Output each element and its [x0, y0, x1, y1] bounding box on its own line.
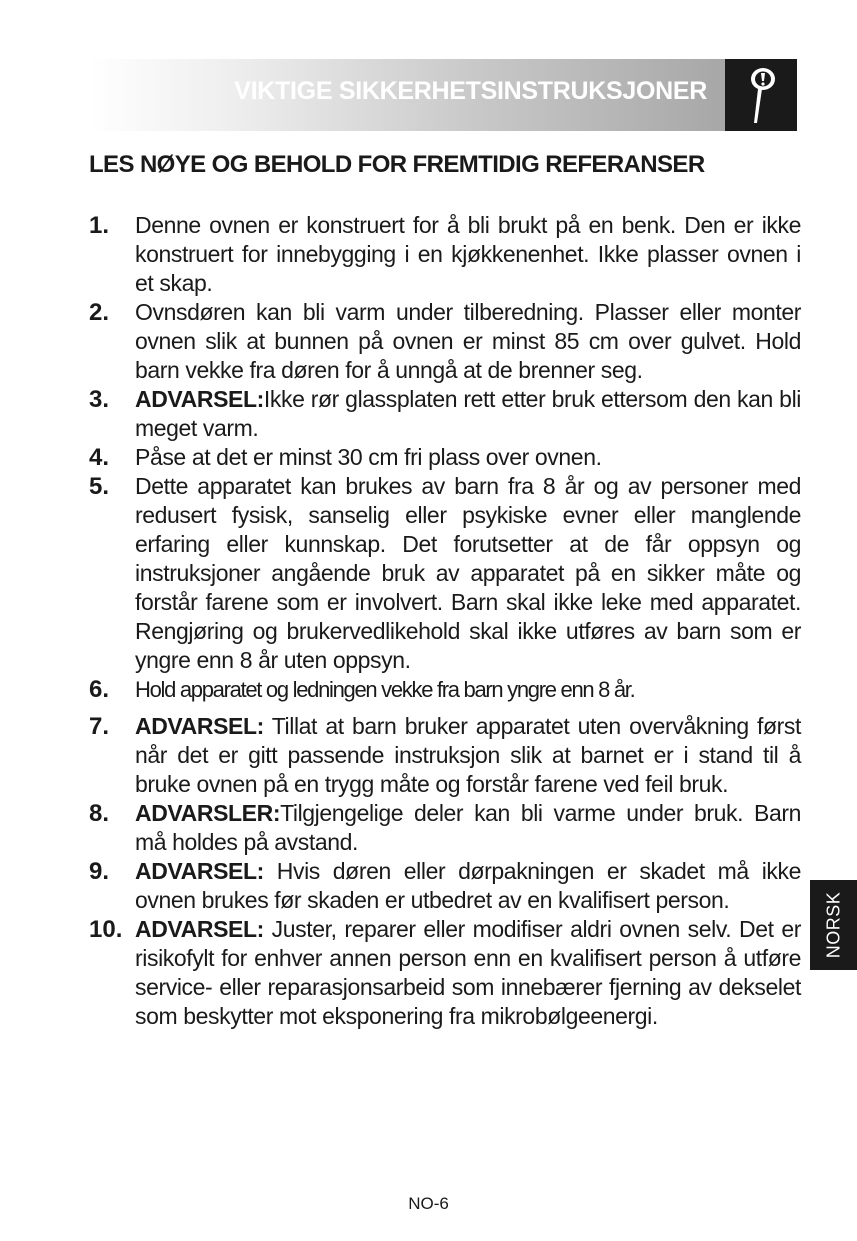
list-item — [89, 298, 801, 385]
item-text: ADVARSEL: Hvis døren eller dørpakningen er skadet må ikke ovnen brukes før skaden er utbedret av en kvalifisert person. — [135, 858, 801, 913]
section-banner — [89, 59, 725, 131]
list-item — [89, 915, 801, 1031]
warning-label: ADVARSEL: — [135, 858, 264, 884]
item-number: 7. — [89, 713, 110, 740]
list-item — [89, 211, 801, 298]
item-text: ADVARSEL:Ikke rør glassplaten rett etter bruk ettersom den kan bli meget varm. — [135, 386, 801, 441]
warning-label: ADVARSLER: — [135, 800, 281, 826]
list-item — [89, 443, 801, 472]
exclamation-spoon-icon — [743, 65, 779, 127]
list-item — [89, 675, 801, 704]
item-text: Denne ovnen er konstruert for å bli brukt på en benk. Den er ikke konstruert for innebygging i en kjøkkenenhet. Ikke plasser ovnen i et skap. — [135, 212, 801, 296]
language-tab-label: NORSK — [823, 891, 843, 959]
page-heading: LES NØYE OG BEHOLD FOR FREMTIDIG REFERANSER — [89, 151, 705, 178]
item-text: ADVARSLER:Tilgjengelige deler kan bli varme under bruk. Barn må holdes på avstand. — [135, 800, 801, 855]
page-number: NO-6 — [408, 1194, 449, 1213]
banner-icon-box — [725, 59, 797, 131]
item-text: ADVARSEL: Tillat at barn bruker apparatet uten overvåkning først når det er gitt passende instruksjon slik at barnet er i stand til å bruke ovnen på en trygg måte og forstår farene ved feil bruk. — [135, 713, 801, 797]
item-text: Påse at det er minst 30 cm fri plass over ovnen. — [135, 444, 602, 470]
item-number: 5. — [89, 473, 110, 500]
item-number: 3. — [89, 386, 110, 413]
item-number: 10. — [89, 916, 123, 943]
item-text: Hold apparatet og ledningen vekke fra barn yngre enn 8 år. — [135, 677, 635, 702]
warning-label: ADVARSEL: — [135, 713, 264, 739]
item-number: 1. — [89, 212, 110, 239]
language-tab — [810, 880, 857, 970]
list-item — [89, 712, 801, 799]
list-item — [89, 857, 801, 915]
list-item — [89, 385, 801, 443]
item-text: Dette apparatet kan brukes av barn fra 8 år og av personer med redusert fysisk, sanselig eller psykiske evner eller manglende erfaring eller kunnskap. Det forutsetter at de får oppsyn og instruksjoner angående bruk av apparatet på en sikker måte og forstår farene som er involvert. Barn skal ikke leke med apparatet. Rengjøring og brukervedlikehold skal ikke utføres av barn som er yngre enn 8 år uten oppsyn. — [135, 473, 801, 673]
item-text: ADVARSEL: Juster, reparer eller modifiser aldri ovnen selv. Det er risikofylt for enhver annen person enn en kvalifisert person å utføre service- eller reparasjonsarbeid som innebærer fjerning av dekselet som beskytter mot eksponering fra mikrobølgeenergi. — [135, 916, 801, 1029]
item-number: 2. — [89, 299, 110, 326]
list-item — [89, 799, 801, 857]
warning-label: ADVARSEL: — [135, 386, 264, 412]
warning-label: ADVARSEL: — [135, 916, 264, 942]
item-text: Ovnsdøren kan bli varm under tilberedning. Plasser eller monter ovnen slik at bunnen på ovnen er minst 85 cm over gulvet. Hold barn vekke fra døren for å unngå at de brenner seg. — [135, 299, 801, 383]
item-number: 9. — [89, 858, 110, 885]
item-number: 4. — [89, 444, 110, 471]
item-number: 6. — [89, 676, 110, 703]
list-item — [89, 472, 801, 675]
instruction-list — [89, 211, 801, 1031]
item-number: 8. — [89, 800, 110, 827]
section-title: VIKTIGE SIKKERHETSINSTRUKSJONER — [234, 77, 707, 105]
